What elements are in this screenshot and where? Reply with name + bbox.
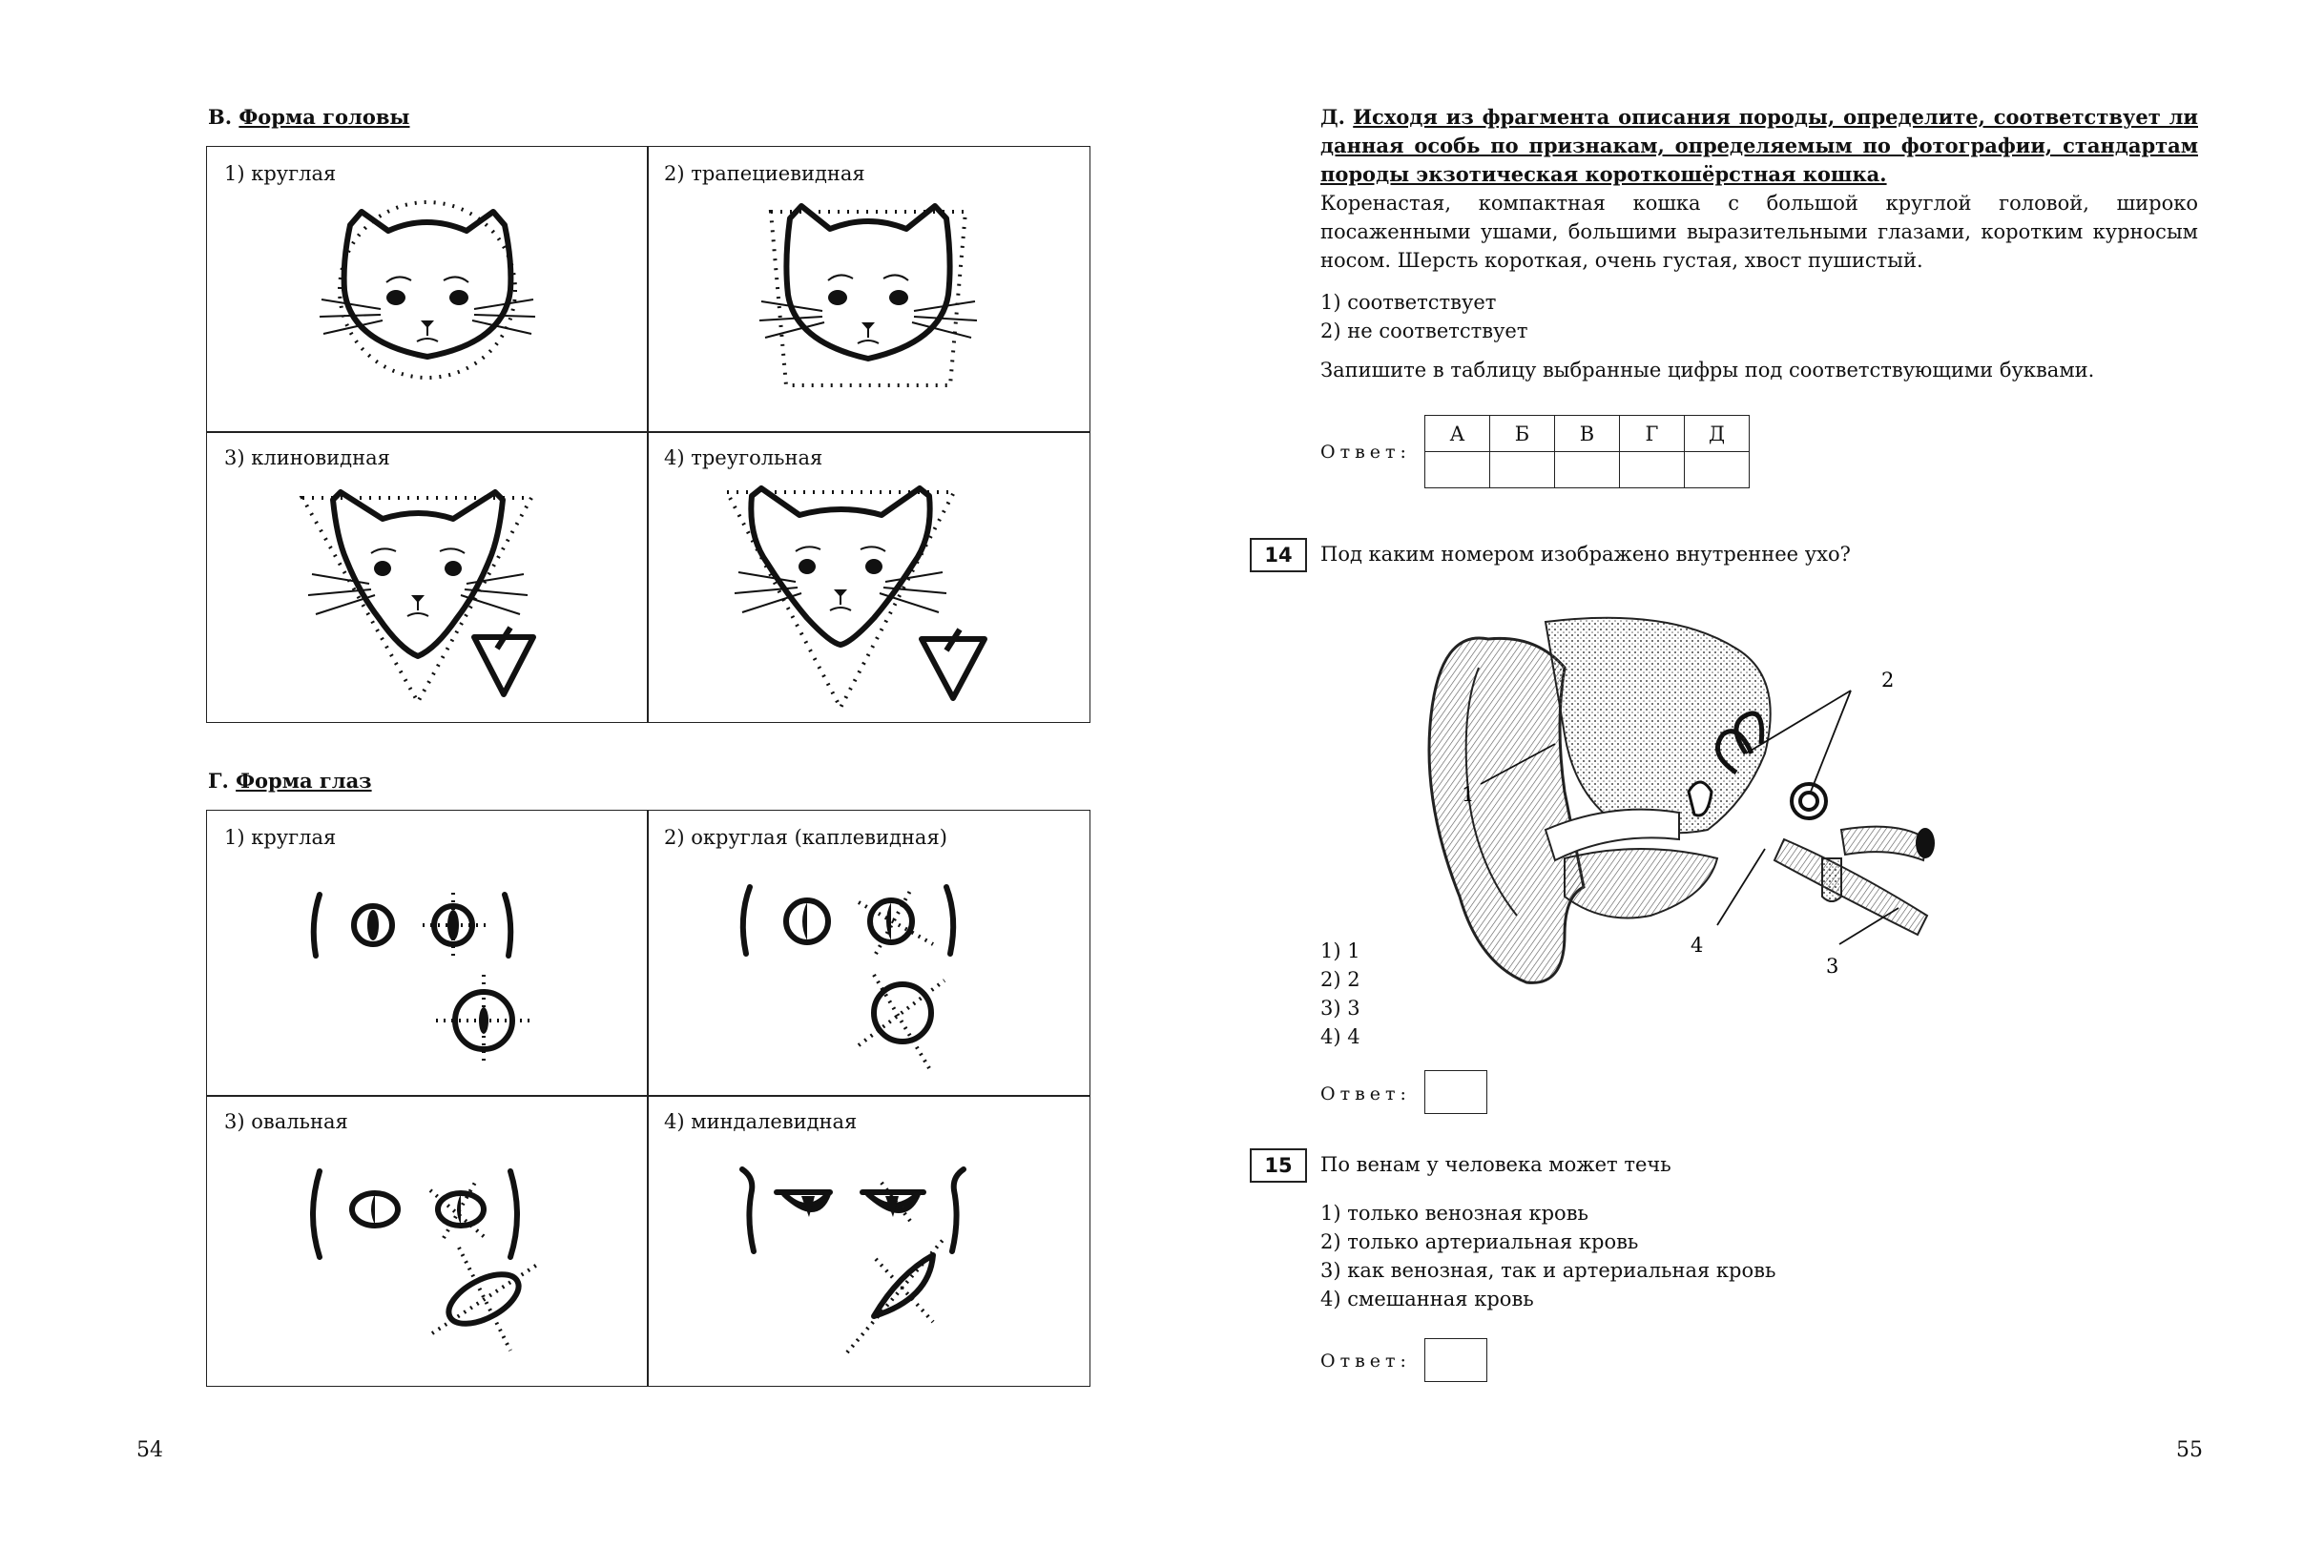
answer-table-header: Б xyxy=(1490,416,1555,452)
question-14-number: 14 xyxy=(1250,538,1307,572)
question-14-text: Под каким номером изображено внутреннее ухо? xyxy=(1320,543,1851,566)
ear-label: 3 xyxy=(1826,955,1839,978)
question-15-answer-box[interactable] xyxy=(1424,1338,1487,1382)
question-14-option: 1) 1 xyxy=(1320,939,1360,962)
eye-shape-label: 1) круглая xyxy=(224,826,337,849)
answer-table-cell-v[interactable] xyxy=(1555,452,1620,488)
section-g-prefix: Г. xyxy=(208,769,229,793)
answer-table-header: Г xyxy=(1620,416,1685,452)
wedge-head-cat-icon xyxy=(207,431,647,722)
task-d-instruction: Запишите в таблицу выбранные цифры под соответствующими буквами. xyxy=(1320,359,2095,382)
answer-table-header: А xyxy=(1425,416,1490,452)
question-15-option: 2) только артериальная кровь xyxy=(1320,1230,1639,1253)
question-15-text: По венам у человека может течь xyxy=(1320,1153,1671,1176)
ear-label: 2 xyxy=(1881,669,1895,691)
answer-table-cell-b[interactable] xyxy=(1490,452,1555,488)
head-shape-label: 4) треугольная xyxy=(664,446,823,469)
round-head-cat-icon xyxy=(207,147,647,431)
eye-shape-round-cell xyxy=(207,811,647,1095)
section-v-title: Форма головы xyxy=(239,105,410,129)
ear-label: 4 xyxy=(1691,934,1704,957)
question-15-option: 4) смешанная кровь xyxy=(1320,1288,1534,1310)
eye-shape-label: 4) миндалевидная xyxy=(664,1110,858,1133)
task-d-option: 1) соответствует xyxy=(1320,291,1497,314)
ear-label: 1 xyxy=(1462,783,1475,806)
section-v-prefix: В. xyxy=(208,105,233,129)
question-15-number: 15 xyxy=(1250,1148,1307,1183)
eye-shape-grid xyxy=(206,810,1090,1387)
task-d-prefix: Д. xyxy=(1320,105,1345,129)
eye-shape-label: 3) овальная xyxy=(224,1110,348,1133)
section-g-heading xyxy=(208,769,372,793)
answer-table-cell-d[interactable] xyxy=(1685,452,1750,488)
question-14-option: 4) 4 xyxy=(1320,1025,1360,1048)
answer-table-cell-a[interactable] xyxy=(1425,452,1490,488)
head-shape-label: 1) круглая xyxy=(224,162,337,185)
head-shape-wedge-cell xyxy=(207,431,647,722)
question-15-answer-label: Ответ: xyxy=(1320,1351,1411,1372)
ear-anatomy-illustration xyxy=(1421,610,1975,1011)
head-shape-triangular-cell xyxy=(647,431,1089,722)
section-v-heading xyxy=(208,105,409,129)
question-14-answer-box[interactable] xyxy=(1424,1070,1487,1114)
task-d-answer-label: Ответ: xyxy=(1320,442,1411,463)
answer-table-header: Д xyxy=(1685,416,1750,452)
answer-table xyxy=(1424,415,1750,488)
head-shape-label: 3) клиновидная xyxy=(224,446,390,469)
triangular-head-cat-icon xyxy=(647,431,1089,722)
question-14-option: 3) 3 xyxy=(1320,997,1360,1020)
eye-shape-almond-cell xyxy=(647,1095,1089,1386)
head-shape-round-cell xyxy=(207,147,647,431)
head-shape-grid xyxy=(206,146,1090,723)
question-14-answer-label: Ответ: xyxy=(1320,1083,1411,1104)
question-15-option: 1) только венозная кровь xyxy=(1320,1202,1588,1225)
trapezoid-head-cat-icon xyxy=(647,147,1089,431)
head-shape-label: 2) трапециевидная xyxy=(664,162,865,185)
task-d-question-text: Исходя из фрагмента описания породы, определите, соответствует ли данная особь по признакам, определяемым по фотографии, стандартам породы экзотическая короткошёрстная кошка. xyxy=(1320,105,2198,186)
answer-table-header: В xyxy=(1555,416,1620,452)
page-number-right: 55 xyxy=(2176,1438,2203,1462)
eye-shape-label: 2) округлая (каплевидная) xyxy=(664,826,947,849)
head-shape-trapezoid-cell xyxy=(647,147,1089,431)
round-eyes-icon xyxy=(207,811,647,1095)
task-d-option: 2) не соответствует xyxy=(1320,320,1528,342)
eye-shape-drop-cell xyxy=(647,811,1089,1095)
answer-table-cell-g[interactable] xyxy=(1620,452,1685,488)
eye-shape-oval-cell xyxy=(207,1095,647,1386)
almond-eyes-icon xyxy=(647,1095,1089,1386)
question-15-option: 3) как венозная, так и артериальная кровь xyxy=(1320,1259,1776,1282)
drop-eyes-icon xyxy=(647,811,1089,1095)
section-g-title: Форма глаз xyxy=(236,769,372,793)
oval-eyes-icon xyxy=(207,1095,647,1386)
page-number-left: 54 xyxy=(136,1438,163,1462)
task-d-description: Коренастая, компактная кошка с большой круглой головой, широко посаженными ушами, большими выразительными глазами, коротким курносым носом. Шерсть короткая, очень густая, хвост пушистый. xyxy=(1320,192,2198,272)
question-14-option: 2) 2 xyxy=(1320,968,1360,991)
task-d-question xyxy=(1320,103,2198,189)
